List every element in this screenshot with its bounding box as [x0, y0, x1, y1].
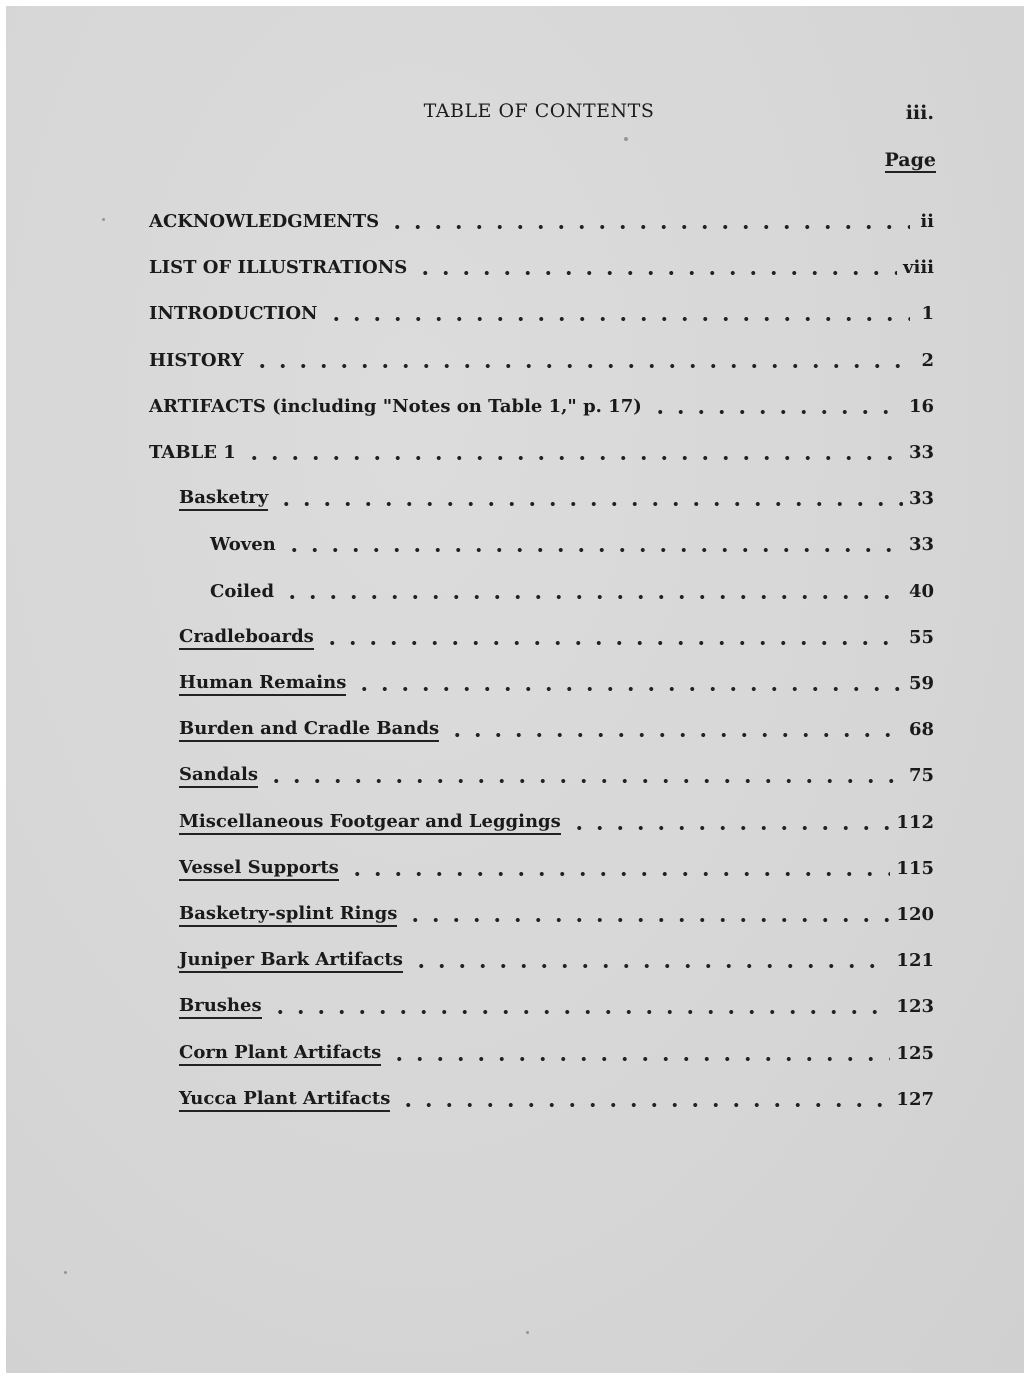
toc-entry-page: 33 [908, 442, 934, 463]
toc-entry-label: Woven [210, 534, 276, 556]
page-title: TABLE OF CONTENTS [423, 100, 655, 122]
toc-entry-label: Yucca Plant Artifacts [179, 1089, 390, 1112]
toc-entry-label: Juniper Bark Artifacts [179, 950, 403, 973]
toc-entry [179, 947, 934, 973]
dot-leader [252, 363, 910, 369]
dot-leader [326, 316, 911, 322]
paper-speck [526, 1331, 529, 1334]
dot-leader [284, 547, 903, 553]
dot-leader [398, 1102, 890, 1108]
toc-entry-label: TABLE 1 [149, 442, 236, 463]
table-of-contents [6, 6, 1024, 1373]
dot-leader [415, 270, 897, 276]
toc-entry-label: Brushes [179, 996, 262, 1019]
toc-entry-page: 68 [908, 719, 934, 741]
toc-entry [179, 809, 934, 835]
dot-leader [650, 409, 903, 415]
toc-entry-page: 59 [908, 673, 934, 694]
toc-entry-label: Basketry-splint Rings [179, 904, 397, 927]
toc-entry-page: 2 [921, 349, 934, 371]
toc-entry-label: Burden and Cradle Bands [179, 719, 439, 742]
dot-leader [354, 686, 903, 692]
document-page [6, 6, 1024, 1373]
toc-entry [179, 1086, 934, 1112]
toc-entry [149, 393, 934, 419]
toc-entry-page: ii [920, 211, 934, 232]
dot-leader [270, 1009, 891, 1015]
toc-entry [149, 300, 934, 326]
page-number: iii. [905, 102, 934, 124]
toc-entry [179, 624, 934, 650]
toc-entry-label: Sandals [179, 765, 258, 788]
page-column-header: Page [884, 149, 936, 171]
dot-leader [411, 963, 891, 969]
toc-entry-label: Coiled [210, 580, 275, 602]
toc-entry-page: 40 [908, 580, 934, 602]
paper-speck [624, 137, 628, 141]
toc-entry-page: 1 [921, 303, 934, 325]
toc-entry [179, 762, 934, 788]
toc-entry-page: viii [903, 257, 934, 279]
toc-entry-label: INTRODUCTION [149, 303, 318, 325]
toc-entry-page: 75 [908, 765, 934, 787]
dot-leader [322, 640, 903, 646]
toc-entry [179, 716, 934, 742]
toc-entry-label: LIST OF ILLUSTRATIONS [149, 257, 408, 279]
dot-leader [405, 917, 890, 923]
toc-entry-page: 123 [896, 996, 934, 1018]
dot-leader [389, 1056, 890, 1062]
dot-leader [276, 501, 903, 507]
toc-entry-page: 33 [908, 488, 934, 510]
toc-entry-label: HISTORY [149, 349, 244, 371]
toc-entry [149, 347, 934, 373]
dot-leader [387, 224, 910, 230]
paper-speck [64, 1271, 67, 1274]
toc-entry-label: Miscellaneous Footgear and Leggings [179, 812, 561, 835]
toc-entry-page: 33 [908, 534, 934, 556]
toc-entry-label: Corn Plant Artifacts [179, 1043, 381, 1066]
toc-entry-page: 121 [896, 950, 934, 972]
toc-entry [179, 485, 934, 511]
toc-entry-label: ARTIFACTS (including "Notes on Table 1," p. 17) [149, 395, 642, 417]
toc-entry-page: 125 [896, 1042, 934, 1064]
toc-entry [210, 578, 934, 604]
toc-entry-page: 112 [896, 811, 934, 833]
dot-leader [347, 871, 891, 877]
toc-entry-label: Vessel Supports [179, 858, 339, 881]
toc-entry-label: ACKNOWLEDGMENTS [149, 211, 380, 232]
toc-entry [179, 993, 934, 1019]
toc-entry-page: 55 [908, 626, 934, 648]
dot-leader [244, 455, 903, 461]
toc-entry-label: Basketry [179, 488, 268, 511]
toc-entry-page: 120 [896, 904, 934, 925]
toc-entry-page: 127 [896, 1088, 934, 1110]
toc-entry-label: Cradleboards [179, 627, 314, 650]
paper-speck [102, 218, 105, 221]
toc-entry [210, 531, 934, 557]
toc-entry [179, 670, 934, 696]
toc-entry [149, 208, 934, 234]
dot-leader [447, 732, 903, 738]
dot-leader [282, 594, 903, 600]
dot-leader [569, 825, 891, 831]
toc-entry [149, 254, 934, 280]
toc-entry-page: 16 [908, 395, 934, 417]
toc-entry-page: 115 [896, 857, 934, 879]
toc-entry [179, 901, 934, 927]
toc-entry [179, 1040, 934, 1066]
dot-leader [266, 778, 903, 784]
toc-entry [179, 855, 934, 881]
toc-entry [149, 439, 934, 465]
toc-entry-label: Human Remains [179, 673, 346, 696]
